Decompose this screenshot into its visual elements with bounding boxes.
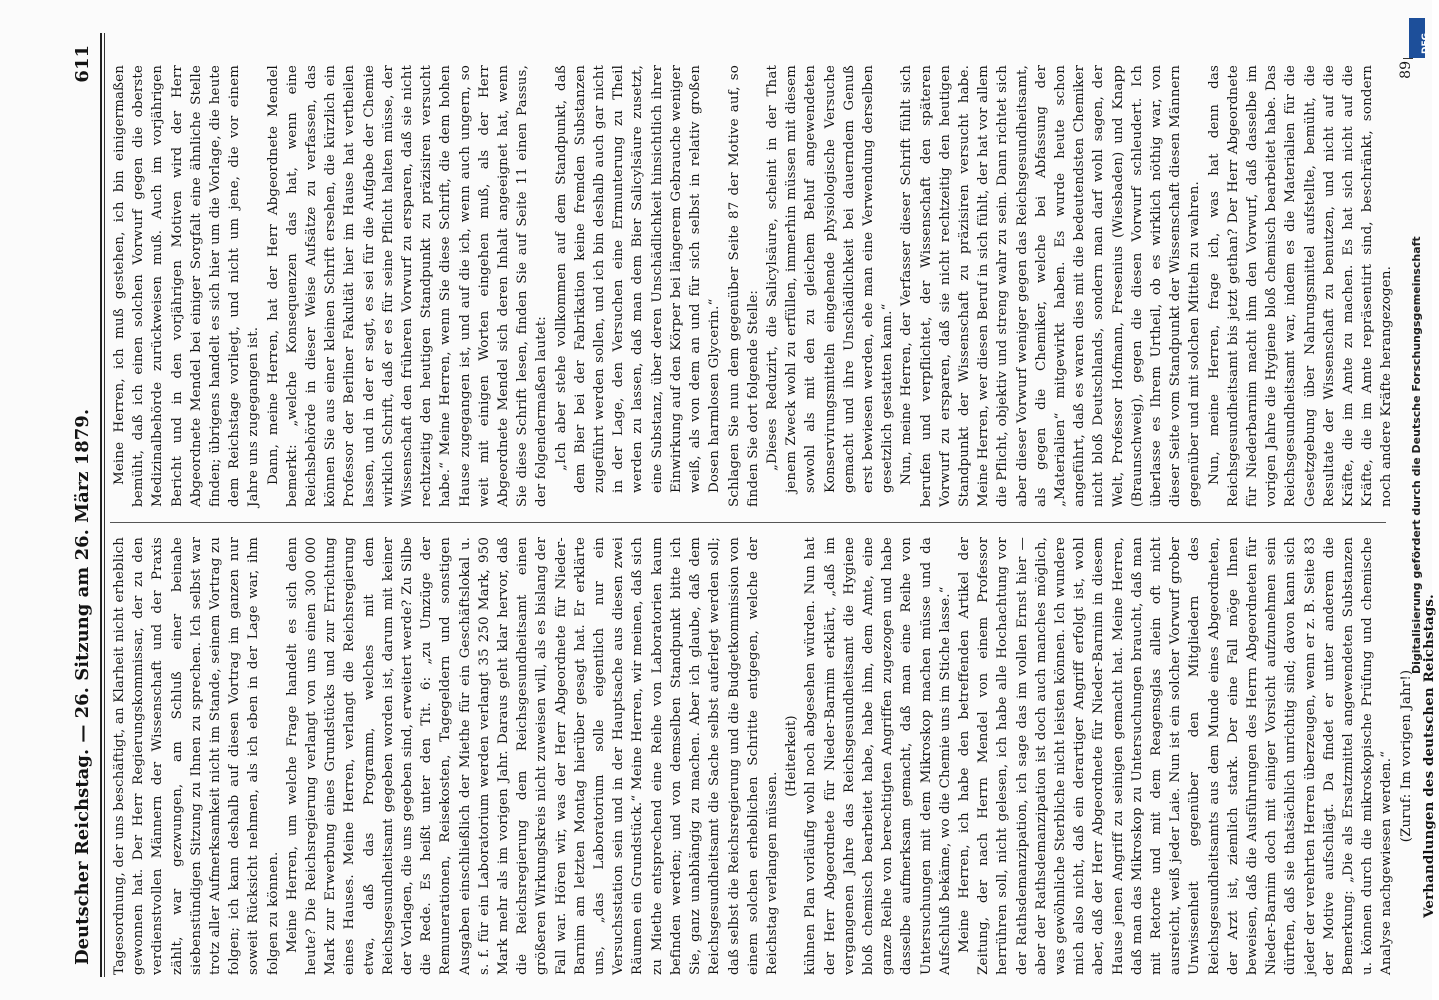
dfg-logo-text: DFG [1421,32,1431,54]
paragraph: Meine Herren, um welche Frage handelt es sich denn heute? Die Reichsregierung verlangt von uns einen 300 000 Mark zur Erwerbung eines Grundstücks und zur Errichtung eines Hauses. Meine Herren, verlangt die Reichsregierung etwa, daß das Programm, welches mit dem Reichsgesundheitsamt gegeben worden ist, darum mit keiner der Vorlagen, die uns gegeben sind, erweitert werde? Zu Silbe die Rede. Es heißt unter den Tit. 6: „zu Umzüge der Remunerationen, Reisekosten, Tagegeldern und sonstigen Ausgaben einschließlich der Miethe für ein Geschäftslokal u. s. f. für ein Laboratorium werden verlangt 35 250 Mark, 950 Mark mehr als im vorigen Jahr. Daraus geht klar hervor, daß die Reichsregierung dem Reichsgesundheitsamt einen größeren Wirkungskreis nicht zuweisen will, als es bislang der Fall war. Hören wir, was der Herr Abgeordnete für Nieder-Barnim am letzten Montag hierüber gesagt hat. Er erklärte uns, „das Laboratorium solle eigentlich nur ein Versuchsstation sein und in der Hauptsache aus diesen zwei Räumen ein Grundstück.“ Meine Herren, wir meinen, daß sich zu Miethe entsprechend eine Reihe von Laboratorien kaum befinden werden; und von demselben Standpunkt bitte ich Sie, ganz unabhängig zu machen. Aber ich glaube, daß dem Reichsgesundheitsamt die Sache selbst auferlegt werden soll; daß selbst die Reichsregierung und die Budgetkommission von einem solchen erheblichen Schritte entgegen, welche der Reichstag verlangen müssen. [284,537,780,975]
paragraph: Nun, meine Herren, der Verfasser dieser Schrift fühlt sich berufen und verpflichtet, der Wissenschaft den späteren Vorwurf zu ersparen, daß sie nicht rechtzeitig den heutigen Standpunkt der Wissenschaft zu präzisiren versucht habe. Meine Herren, wer diesen Beruf in sich fühlt, der hat vor allem die Pflicht, objektiv und streng wahr zu sein. Dann richtet sich aber dieser Vorwurf weniger gegen das Reichsgesundheitsamt, als gegen die Chemiker, welche bei Abfassung der „Materialien“ mitgewirkt haben. Es wurde heute schon angeführt, daß es waren dies mit die bedeutendsten Chemiker nicht bloß Deutschlands, sondern man darf wohl sagen, der Welt, Professor Hofmann, Fresenius (Wiesbaden) und Knapp (Braunschweig), gegen die diesen Vorwurf schleudert. Ich überlasse es Ihrem Urtheil, ob es wirklich nöthig war, von dieser Seite vom Standpunkt der Wissenschaft diesen Männern gegenüber und mit solchen Mitteln zu wahren. [899,65,1203,507]
page-header [70,33,102,977]
publication-footer: Verhandlungen des deutschen Reichstags. [1420,594,1437,918]
interjection: (Zuruf: Im vorigen Jahr!) [1398,669,1414,843]
paragraph: Meine Herren, ich muß gestehen, ich bin einigermaßen bemüht, daß ich einen solchen Vorwurf gegen die oberste Medizinalbehörde zurückweisen muß. Auch im vorjährigen Bericht und in den vorjährigen Motiven wird der Herr Abgeordnete Mendel bei einiger Sorgfalt eine ähnliche Stelle finden; übrigens handelt es sich hier um die Vorlage, die heute dem Reichstage vorliegt, und nicht um jene, die vor einem Jahre uns zugegangen ist. [112,65,262,507]
paragraph: Schlagen Sie nun dem gegenüber Seite 87 der Motive auf, so finden Sie dort folgende Stelle: [726,65,761,507]
quotation: „Dieses Reduzirt, die Salicylsäure, scheint in der That jenem Zweck wohl zu erfüllen, immerhin müssen mit diesem sowohl als mit den zu gleichem Behuf angewendeten Konservirungsmitteln eingehende physiologische Versuche gemacht und ihre Unschädlichkeit bei dauerndem Genuß erst bewiesen werden, ehe man eine Verwendung derselben gesetzlich gestatten kann.“ [764,65,896,493]
paragraph: Tagesordnung, der uns beschäftigt, an Klarheit nicht erheblich gewonnen hat. Der Herr Regierungskommissar, der zu den verdienstvollen Männern der Wissenschaft und der Praxis zählt, war gezwungen, am Schluß einer beinahe siebenstündigen Sitzung zu Ihnen zu sprechen. Ich selbst war trotz aller Aufmerksamkeit nicht im Stande, seinem Vortrag zu folgen; ich kann deshalb auf diesen Vortrag im ganzen nur soweit Rücksicht nehmen, als ich eben in der Lage war, ihm folgen zu können. [112,537,281,975]
quotation: „Ich aber stehe vollkommen auf dem Standpunkt, daß dem Bier bei der Fabrikation keine fremden Substanzen zugeführt werden sollen, und ich bin deshalb auch gar nicht in der Lage, den Versuchen eine Ermunterung zu Theil werden zu lassen, daß man dem Bier Salicylsäure zusetzt, eine Substanz, über deren Unschädlichkeit hinsichtlich ihrer Einwirkung auf den Körper bei längerem Gebrauche weniger weiß, als von dem an und für sich selbst in relativ großen Dosen harmlosen Glycerin.“ [553,65,723,493]
sheet-number: 89 [1398,61,1414,79]
dfg-credit-text: Digitalisierung gefördert durch die Deutsche Forschungsgemeinschaft [1410,236,1423,674]
paragraph: Nun, meine Herren, frage ich, was hat denn das Reichsgesundheitsamt bis jetzt gethan? Der Herr Abgeordnete für Niederbarnim macht ihm den Vorwurf, daß dasselbe im vorigen Jahre die Hygiene bloß chemisch bearbeitet habe. Das Reichsgesundheitsamt war, indem es die Materialien für die Gesetzgebung über Nahrungsmittel aufstellte, bemüht, die Resultate der Wissenschaft zu benutzen, und nicht auf die Kräfte, die im Amte zu machen. Es hat sich nicht auf die Kräfte, die im Amte repräsentirt sind, beschränkt, sondern noch andere Kräfte herangezogen. [1206,65,1395,507]
dfg-logo-icon [1409,18,1431,58]
interjection: (Heiterkeit) [784,715,800,797]
paragraph: kühnen Plan vorläufig wohl noch abgesehen würden. Nun hat der Herr Abgeordnete für Nieder-Barnim erklärt, „daß im vergangenen Jahre das Reichsgesundheitsamt die Hygiene bloß chemisch bearbeitet habe, habe ihm, dem Amte, eine ganze Reihe von berechtigten Angriffen zugezogen und habe dasselbe aufmerksam gemacht, daß man eine Reihe von Untersuchungen mit dem Mikroskop machen müsse und da Aufschluß bekäme, wo die Chemie uns im Stiche lasse.“ [803,537,953,975]
paragraph: Meine Herren, ich habe den betreffenden Artikel der Zeitung, der nach Herrn Mendel von einem Professor herrühren soll, nicht gelesen, ich habe alle Hochachtung vor der Rathsdemanzipation, ich sage das im vollen Ernst hier — aber der Rathsdemanzipation ist doch auch manches möglich, was gewöhnliche Sterbliche nicht leisten können. Ich wundere mich also nicht, daß ein derartiger Angriff erfolgt ist, wohl aber, daß der Herr Abgeordnete für Nieder-Barnim in diesem Hause jenen Angriff zu seinigen gemacht hat. Meine Herren, daß man das Mikroskop zu Untersuchungen braucht, daß man mit Retorte und mit dem Reagensglas allein oft nicht ausreicht, weiß jeder Laie. Nun ist ein solcher Vorwurf grober Unwissenheit gegenüber den Mitgliedern des Reichsgesundheitsamts aus dem Munde eines Abgeordneten, der Arzt ist, ziemlich stark. Der eine Fall möge Ihnen beweisen, daß die Ausführungen des Herrn Abgeordneten für Nieder-Barnim doch mit einiger Vorsicht aufzunehmen sein dürften, daß sie thatsächlich unrichtig sind; davon kann sich jeder der verehrten Herren überzeugen, wenn er z. B. Seite 83 der Motive aufschlägt. Da findet er unter anderem die Bemerkung: „Die als Ersatzmittel angewendeten Substanzen u. können durch die mikroskopische Prüfung und chemische Analyse nachgewiesen werden.“ [956,537,1395,975]
page-header-title: Deutscher Reichstag. — 26. Sitzung am 26. März 1879. [72,408,93,965]
paragraph: Dann, meine Herren, hat der Herr Abgeordnete Mendel bemerkt: „welche Konsequenzen das hat, wenn eine Reichsbehörde in dieser Weise Aufsätze zu verfassen, das können Sie aus einer kleinen Schrift ersehen, die kürzlich ein Professor der Berliner Fakultät hier im Hause hat vertheilen lassen, und in der er sagt, es sei für die Aufgabe der Chemie wirklich Schrift, daß er es für seine Pflicht halten müsse, der Wissenschaft den früheren Vorwurf zu ersparen, daß sie nicht rechtzeitig den heutigen Standpunkt zu präzisiren versucht habe.“ Meine Herren, wenn Sie diese Schrift, die dem hohen Hause zugegangen ist, und auf die ich, wenn auch ungern, so weit mit einigen Worten eingehen muß, als der Herr Abgeordnete Mendel sich deren Inhalt angeeignet hat, wenn Sie diese Schrift lesen, finden Sie auf Seite 11 einen Passus, der folgendermaßen lautet: [265,65,550,507]
page-number: 611 [72,45,93,83]
header-rule [104,33,105,977]
right-column [110,65,1395,507]
column-separator [110,522,1386,523]
left-column [110,537,1437,975]
